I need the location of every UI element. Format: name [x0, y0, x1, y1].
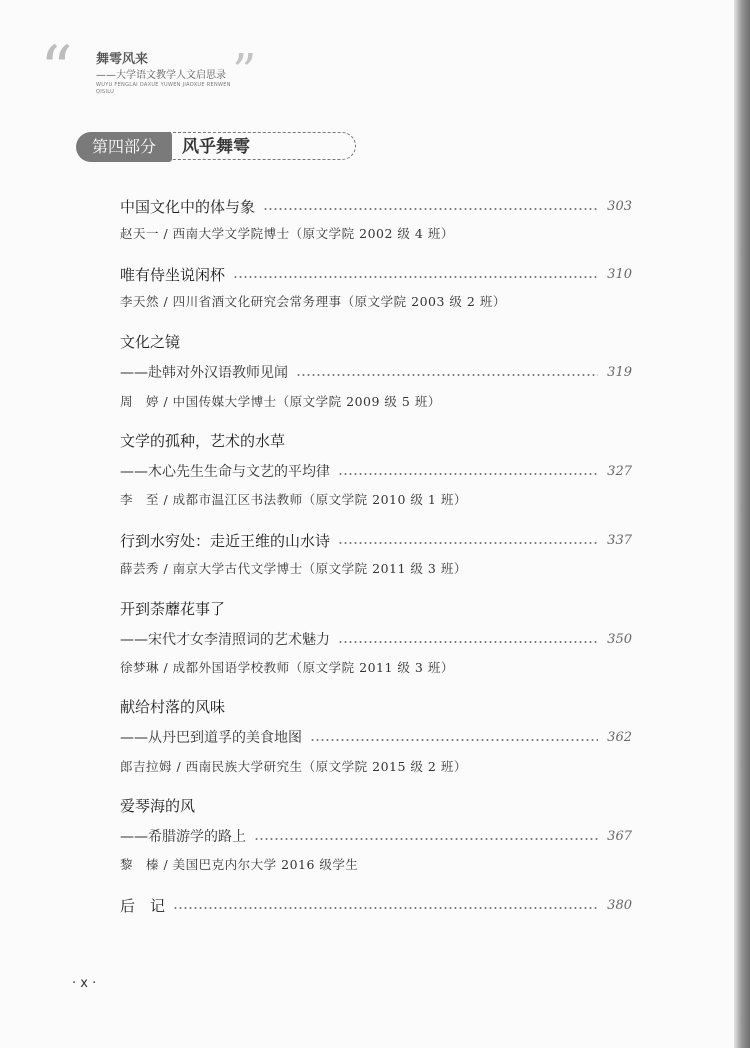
book-title-pinyin: WUYU FENGLAI DAXUE YUWEN JIAOXUE RENWEN QISILU: [96, 82, 231, 95]
close-quote-icon: ”: [232, 44, 257, 100]
toc-entry-subtitle-line[interactable]: [120, 825, 632, 847]
entry-title: 爱琴海的风: [120, 796, 196, 815]
toc-entry-subtitle-line[interactable]: [120, 460, 632, 482]
entry-author: 李 至 / 成都市温江区书法教师（原文学院 2010 级 1 班）: [120, 492, 467, 507]
entry-page: 380: [607, 897, 632, 913]
entry-subtitle: ——木心先生生命与文艺的平均律: [120, 464, 330, 480]
entry-author: 薛芸秀 / 南京大学古代文学博士（原文学院 2011 级 3 班）: [120, 561, 467, 576]
entry-page: 337: [607, 532, 632, 548]
toc-entry-author-line: [120, 222, 632, 244]
entry-page: 303: [607, 198, 632, 214]
entry-subtitle: ——希腊游学的路上: [120, 829, 246, 845]
toc-entry-title-line[interactable]: [120, 429, 632, 451]
entry-title: 唯有侍坐说闲杯: [120, 265, 226, 284]
toc-entry-author-line: [120, 755, 632, 777]
entry-title: 文学的孤种，艺术的水草: [120, 431, 286, 450]
toc-entry-title-line[interactable]: [120, 195, 632, 217]
entry-title: 中国文化中的体与象: [120, 197, 256, 216]
entry-page: 367: [607, 828, 632, 844]
entry-subtitle: ——从丹巴到道孚的美食地图: [120, 730, 302, 746]
toc-entry-subtitle-line[interactable]: [120, 361, 632, 383]
entry-title: 文化之镜: [120, 332, 181, 351]
entry-author: 郎吉拉姆 / 西南民族大学研究生（原文学院 2015 级 2 班）: [120, 759, 467, 774]
toc-entry-title-line[interactable]: [120, 263, 632, 285]
entry-author: 赵天一 / 西南大学文学院博士（原文学院 2002 级 4 班）: [120, 226, 454, 241]
entry-title: 献给村落的风味: [120, 697, 226, 716]
entry-page: 362: [607, 729, 632, 745]
page-number: · x ·: [72, 976, 97, 991]
dot-leader: [338, 641, 598, 643]
toc-entry-subtitle-line[interactable]: [120, 628, 632, 650]
entry-title: 开到荼蘼花事了: [120, 599, 226, 618]
entry-author: 周 婷 / 中国传媒大学博士（原文学院 2009 级 5 班）: [120, 394, 441, 409]
dot-leader: [296, 374, 598, 376]
toc-entry-author-line: [120, 488, 632, 510]
toc-entry-title-line[interactable]: [120, 894, 632, 916]
entry-page: 310: [607, 266, 632, 282]
page-edge: [734, 0, 750, 1048]
entry-author: 黎 榛 / 美国巴克内尔大学 2016 级学生: [120, 857, 359, 872]
toc-entry-title-line[interactable]: [120, 529, 632, 551]
toc-entry-author-line: [120, 853, 632, 875]
part-name: 风乎舞雩: [168, 132, 356, 160]
dot-leader: [173, 907, 598, 909]
toc-entry-author-line: [120, 656, 632, 678]
book-subtitle: ——大学语文教学人文启思录: [96, 70, 226, 81]
toc-entry-title-line[interactable]: [120, 330, 632, 352]
running-header: [40, 33, 280, 108]
entry-subtitle: ——宋代才女李清照词的艺术魅力: [120, 632, 330, 648]
entry-page: 327: [607, 463, 632, 479]
dot-leader: [263, 208, 598, 210]
dot-leader: [254, 838, 598, 840]
dot-leader: [310, 739, 598, 741]
entry-title: 行到水穷处：走近王维的山水诗: [120, 531, 331, 550]
toc-entry-title-line[interactable]: [120, 695, 632, 717]
toc-entry-author-line: [120, 557, 632, 579]
open-quote-icon: “: [40, 33, 73, 107]
entry-page: 350: [607, 631, 632, 647]
dot-leader: [338, 542, 598, 544]
entry-author: 李天然 / 四川省酒文化研究会常务理事（原文学院 2003 级 2 班）: [120, 294, 506, 309]
toc-entry-author-line: [120, 390, 632, 412]
toc-entry-title-line[interactable]: [120, 597, 632, 619]
entry-title: 后 记: [120, 896, 166, 915]
book-title: 舞雩风来: [96, 52, 149, 67]
toc-entry-title-line[interactable]: [120, 794, 632, 816]
dot-leader: [338, 473, 598, 475]
entry-subtitle: ——赴韩对外汉语教师见闻: [120, 365, 288, 381]
entry-author: 徐梦琳 / 成都外国语学校教师（原文学院 2011 级 3 班）: [120, 660, 454, 675]
entry-page: 319: [607, 364, 632, 380]
part-number: 第四部分: [76, 132, 172, 162]
toc-entry-subtitle-line[interactable]: [120, 726, 632, 748]
dot-leader: [233, 276, 598, 278]
toc-entry-author-line: [120, 290, 632, 312]
